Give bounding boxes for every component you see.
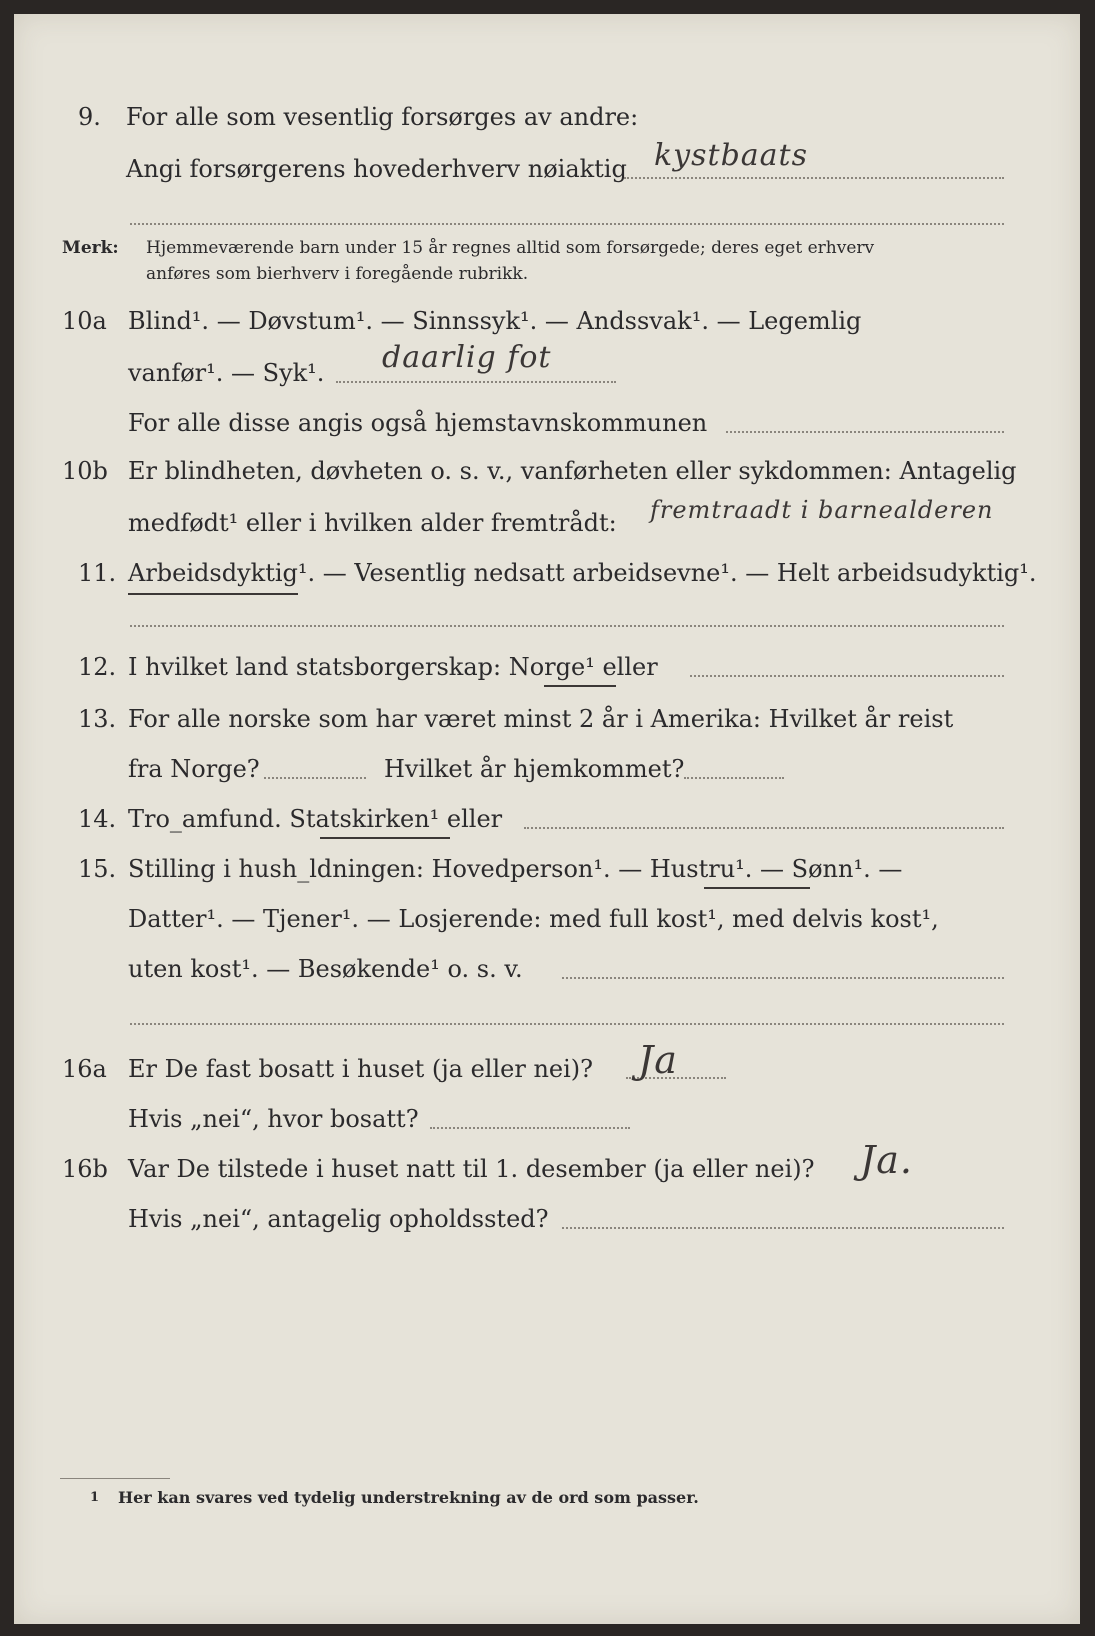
q16b-number: 16b	[62, 1155, 108, 1183]
q14-number: 14.	[78, 805, 117, 833]
q15-answer-underline	[704, 886, 810, 889]
merk-label: Merk:	[62, 238, 119, 258]
q16a-line1: Er De fast bosatt i huset (ja eller nei)?	[128, 1055, 594, 1083]
q10a-line2: vanfør¹. — Syk¹.	[128, 359, 325, 387]
q10b-answer: fremtraadt i barnealderen	[650, 496, 994, 524]
q10b-line2: medfødt¹ eller i hvilken alder fremtrådt:	[128, 509, 617, 537]
q12-number: 12.	[78, 653, 117, 681]
q15-line2: Datter¹. — Tjener¹. — Losjerende: med full kost¹, med delvis kost¹,	[128, 905, 939, 933]
q15-line3: uten kost¹. — Besøkende¹ o. s. v.	[128, 955, 523, 983]
q12-answer-underline	[544, 684, 616, 687]
q14-answer-underline	[320, 836, 450, 839]
q16a-line2: Hvis „nei“, hvor bosatt?	[128, 1105, 419, 1133]
q10a-answer: daarlig fot	[382, 340, 552, 375]
q12-dots	[690, 674, 1004, 677]
q9-answer: kystbaats	[654, 138, 809, 173]
q16b-line1: Var De tilstede i huset natt til 1. desember (ja eller nei)?	[128, 1155, 815, 1183]
q15-line1: Stilling i hush_ldningen: Hovedperson¹. — Hustru¹. — Sønn¹. —	[128, 855, 903, 883]
q16b-line2: Hvis „nei“, antagelig opholdssted?	[128, 1205, 549, 1233]
q15-separator	[130, 1022, 1004, 1025]
q12-line1: I hvilket land statsborgerskap: Norge¹ eller	[128, 653, 658, 681]
q9-number: 9.	[78, 103, 101, 131]
census-form-page	[14, 14, 1080, 1624]
merk-line1: Hjemmeværende barn under 15 år regnes alltid som forsørgede; deres eget erhverv	[146, 238, 875, 258]
q15-number: 15.	[78, 855, 117, 883]
q14-dots	[524, 826, 1004, 829]
q16b-line2-dots	[562, 1226, 1004, 1229]
q13-year-right-dots	[684, 776, 784, 779]
q13-year-left-dots	[264, 776, 366, 779]
q9-line1: For alle som vesentlig forsørges av andre:	[126, 103, 639, 131]
q13-line2b: Hvilket år hjemkommet?	[384, 755, 685, 783]
q10b-line1: Er blindheten, døvheten o. s. v., vanførheten eller sykdommen: Antagelig	[128, 457, 1017, 485]
q10a-line1: Blind¹. — Døvstum¹. — Sinnssyk¹. — Andssvak¹. — Legemlig	[128, 307, 862, 335]
q16a-number: 16a	[62, 1055, 107, 1083]
q16a-line2-dots	[430, 1126, 630, 1129]
footnote-rule	[60, 1478, 170, 1479]
q16b-answer: Ja.	[860, 1138, 913, 1182]
q9-separator	[130, 222, 1004, 225]
q10a-line3: For alle disse angis også hjemstavnskommunen	[128, 409, 708, 437]
q13-line1: For alle norske som har været minst 2 år i Amerika: Hvilket år reist	[128, 705, 954, 733]
q15-dots	[562, 976, 1004, 979]
q11-separator	[130, 624, 1004, 627]
q10b-number: 10b	[62, 457, 108, 485]
q10a-number: 10a	[62, 307, 107, 335]
q10a-line3-dots	[726, 430, 1004, 433]
q10a-answer-line	[336, 380, 616, 383]
footnote-text: Her kan svares ved tydelig understrekning av de ord som passer.	[118, 1488, 699, 1507]
q9-answer-line	[624, 176, 1004, 179]
footnote-mark: 1	[90, 1490, 100, 1505]
q11-answer-underline	[128, 592, 298, 595]
q14-line1: Tro_amfund. Statskirken¹ eller	[128, 805, 503, 833]
q11-number: 11.	[78, 559, 117, 587]
q9-line2: Angi forsørgerens hovederhverv nøiaktig	[126, 155, 627, 183]
q11-line1: Arbeidsdyktig¹. — Vesentlig nedsatt arbeidsevne¹. — Helt arbeidsudyktig¹.	[128, 559, 1037, 587]
merk-line2: anføres som bierhverv i foregående rubrikk.	[146, 264, 529, 284]
q13-number: 13.	[78, 705, 117, 733]
q16a-answer: Ja	[638, 1038, 678, 1082]
q13-line2a: fra Norge?	[128, 755, 260, 783]
